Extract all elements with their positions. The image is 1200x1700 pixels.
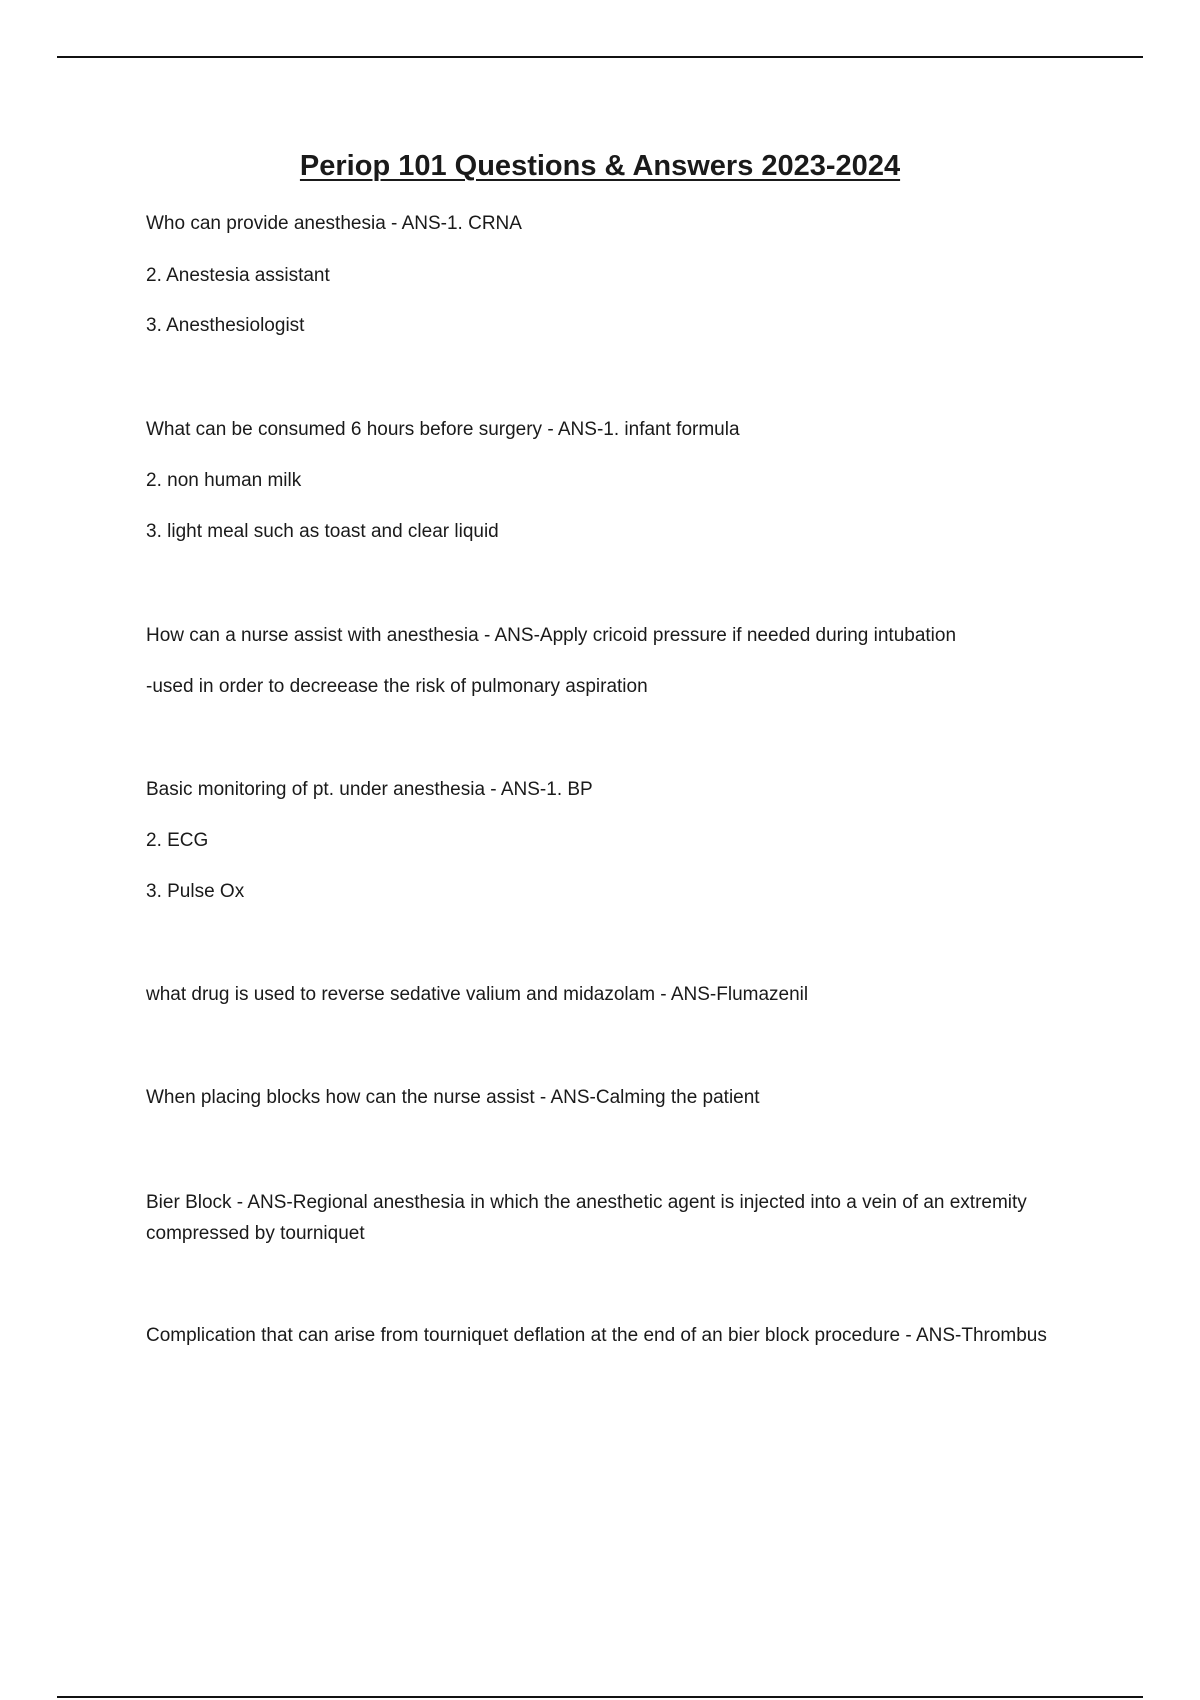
question-5: what drug is used to reverse sedative valium and midazolam - ANS-Flumazenil (146, 984, 809, 1005)
question-8: Complication that can arise from tourniquet deflation at the end of an bier block procedure - ANS-Thrombus (146, 1325, 1047, 1346)
answer-4-line-2: 2. ECG (146, 830, 209, 851)
question-1: Who can provide anesthesia - ANS-1. CRNA (146, 213, 522, 234)
top-divider (57, 56, 1143, 58)
answer-3-line-2: -used in order to decreease the risk of pulmonary aspiration (146, 676, 648, 697)
page-title: Periop 101 Questions & Answers 2023-2024 (299, 150, 901, 182)
answer-2-line-3: 3. light meal such as toast and clear liquid (146, 521, 499, 542)
question-4: Basic monitoring of pt. under anesthesia - ANS-1. BP (146, 779, 593, 800)
bottom-divider (57, 1696, 1143, 1698)
question-3: How can a nurse assist with anesthesia - ANS-Apply cricoid pressure if needed during intubation (146, 625, 957, 646)
answer-4-line-3: 3. Pulse Ox (146, 881, 245, 902)
answer-1-line-2: 2. Anestesia assistant (146, 265, 330, 286)
question-2: What can be consumed 6 hours before surgery - ANS-1. infant formula (146, 419, 740, 440)
answer-1-line-3: 3. Anesthesiologist (146, 315, 305, 336)
answer-2-line-2: 2. non human milk (146, 470, 302, 491)
question-7: Bier Block - ANS-Regional anesthesia in which the anesthetic agent is injected into a vein of an extremity compressed by tourniquet (146, 1192, 1027, 1244)
question-6: When placing blocks how can the nurse assist - ANS-Calming the patient (146, 1087, 760, 1108)
